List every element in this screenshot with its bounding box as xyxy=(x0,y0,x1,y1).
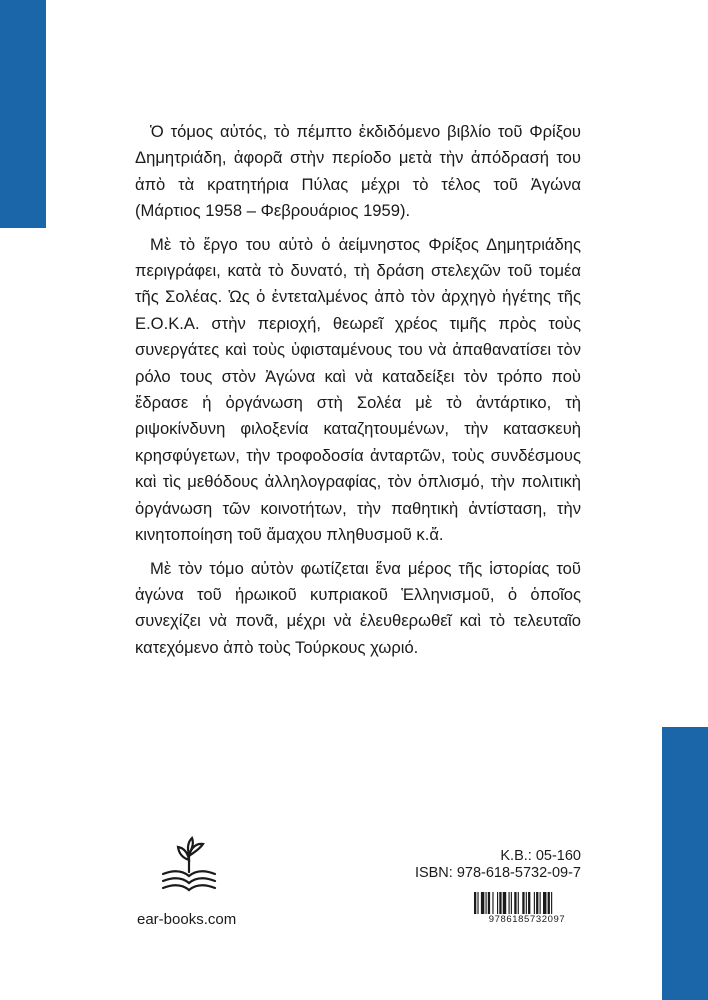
barcode-stripe xyxy=(522,892,524,914)
kb-code: Κ.Β.: 05-160 xyxy=(500,848,581,864)
barcode-stripe xyxy=(536,892,538,914)
barcode-stripe xyxy=(481,892,484,914)
back-cover-text xyxy=(135,119,581,668)
paragraph-3: Μὲ τὸν τόμο αὐτὸν φωτίζεται ἕνα μέρος τῆς ἱστορίας τοῦ ἀγώνα τοῦ ἡρωικοῦ κυπριακοῦ Ἑλληνισμοῦ, ὁ ὁποῖος συνεχίζει νὰ πονᾶ, μέχρι νὰ ἐλευθερωθεῖ καὶ τὸ τελευταῖο κατεχόμενο ἀπὸ τοὺς Τούρκους χωριό. xyxy=(135,558,581,657)
barcode-stripe xyxy=(497,892,498,914)
barcode-stripe xyxy=(499,892,501,914)
barcode-number: 9786185732097 xyxy=(488,914,566,925)
book-plant-logo-icon xyxy=(156,832,222,898)
barcode-stripe xyxy=(474,892,476,914)
barcode-stripe xyxy=(486,892,487,914)
isbn: ISBN: 978-618-5732-09-7 xyxy=(414,865,581,881)
barcode-stripe xyxy=(548,892,550,914)
barcode-stripe xyxy=(526,892,527,914)
barcode-stripe xyxy=(534,892,535,914)
barcode-stripe xyxy=(518,892,519,914)
barcode-stripe xyxy=(509,892,510,914)
publisher-website: ear-books.com xyxy=(137,911,237,928)
barcode-stripe xyxy=(503,892,506,914)
barcode-icon xyxy=(473,892,581,914)
barcode-stripe xyxy=(514,892,516,914)
barcode-stripe xyxy=(488,892,490,914)
barcode-stripe xyxy=(528,892,530,914)
accent-bar-right xyxy=(662,727,708,1000)
barcode-stripe xyxy=(543,892,546,914)
barcode-stripe xyxy=(477,892,478,914)
barcode-stripe xyxy=(540,892,541,914)
barcode-stripe xyxy=(511,892,512,914)
accent-bar-left xyxy=(0,0,46,228)
paragraph-1: Ὁ τόμος αὐτός, τὸ πέμπτο ἐκδιδόμενο βιβλίο τοῦ Φρίξου Δημητριάδη, ἀφορᾶ στὴν περίοδο μετὰ τὴν ἀπόδρασή του ἀπὸ τὰ κρατητήρια Πύλας μέχρι τὸ τέλος τοῦ Ἀγώνα (Μάρτιος 1958 – Φεβρουάριος 1959). xyxy=(135,122,581,221)
barcode-stripe xyxy=(551,892,552,914)
paragraph-2: Μὲ τὸ ἔργο του αὐτὸ ὁ ἀείμνηστος Φρίξος Δημητριάδης περιγράφει, κατὰ τὸ δυνατό, τὴ δράση στελεχῶν τοῦ τομέα τῆς Σολέας. Ὡς ὁ ἐντεταλμένος ἀπὸ τὸν ἀρχηγὸ ἡγέτης τῆς Ε.Ο.Κ.Α. στὴν περιοχή, θεωρεῖ χρέος τιμῆς πρὸς τοὺς συνεργάτες καὶ τοὺς ὑφισταμένους του νὰ ἀπαθανατίσει τὸν ρόλο τους στὸν Ἀγώνα καὶ νὰ καταδείξει τὸν τρόπο ποὺ ἔδρασε ἡ ὀργάνωση στὴ Σολέα μὲ τὸ ἀντάρτικο, τὴ ριψοκίνδυνη φιλοξενία καταζητουμένων, τὴν κατασκευὴ κρησφύγετων, τὴν τροφοδοσία ἀνταρτῶν, τοὺς συνδέσμους καὶ τὶς μεθόδους ἀλληλογραφίας, τὸν ὁπλισμό, τὴν πολιτικὴ ὀργάνωση τῶν κοινοτήτων, τὴν παθητικὴ ἀντίσταση, τὴν κινητοποίηση τοῦ ἄμαχου πληθυσμοῦ κ.ἄ. xyxy=(135,234,581,545)
barcode-stripe xyxy=(492,892,493,914)
